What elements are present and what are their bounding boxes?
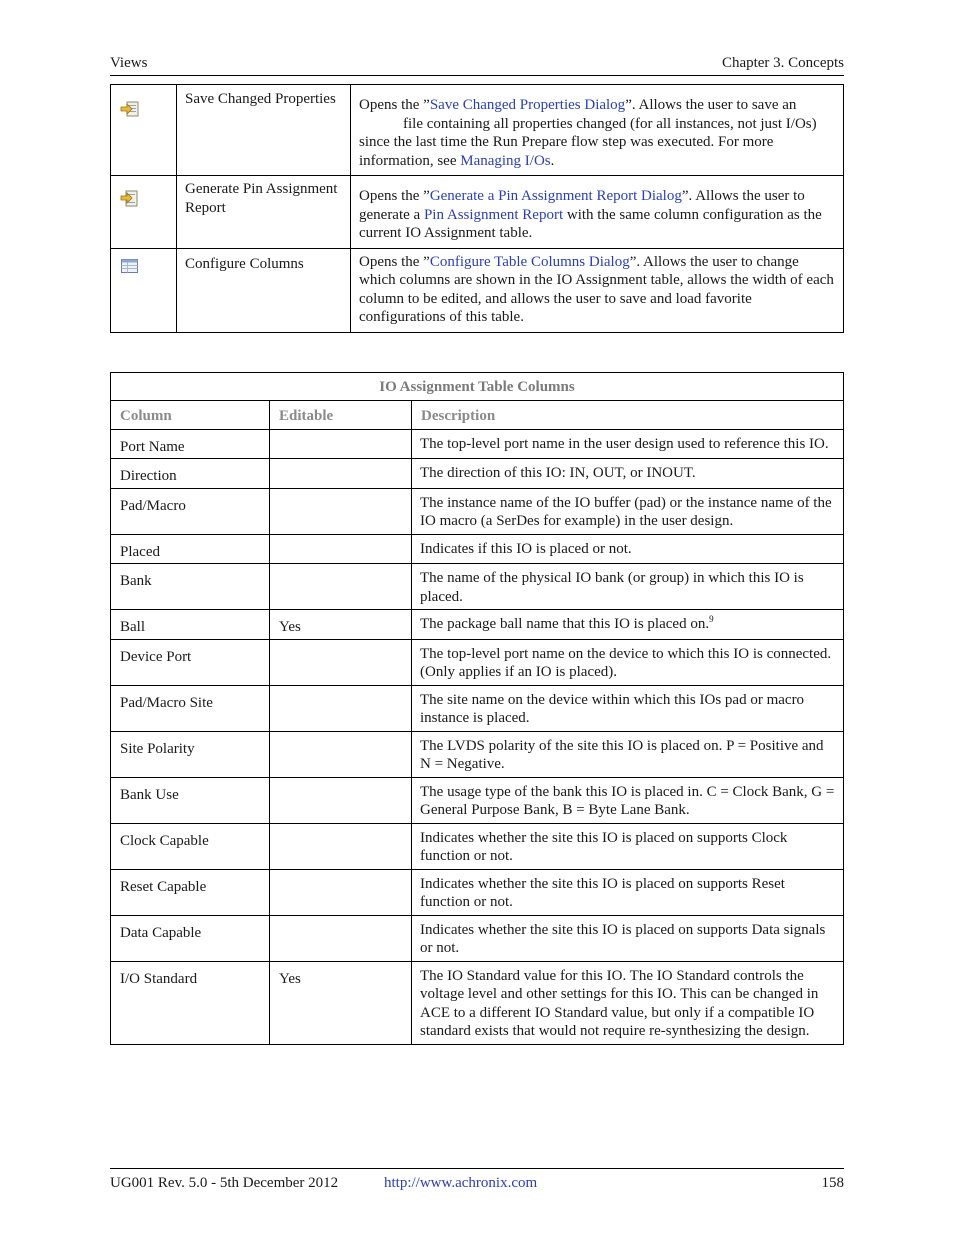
editable-cell: Yes	[270, 610, 412, 640]
io-assignment-columns-table	[110, 372, 844, 1045]
footnote-marker[interactable]: 9	[709, 614, 714, 624]
column-name-cell: Bank	[111, 564, 270, 610]
editable-cell: Yes	[270, 961, 412, 1044]
description-cell: The instance name of the IO buffer (pad) or the instance name of the IO macro (a SerDes for example) in the user design.	[412, 488, 844, 534]
table-row	[111, 85, 844, 176]
description-cell: The usage type of the bank this IO is placed in. C = Clock Bank, G = General Purpose Bank, B = Byte Lane Bank.	[412, 777, 844, 823]
description-cell: Indicates if this IO is placed or not.	[412, 534, 844, 564]
editable-cell	[270, 685, 412, 731]
table-row	[111, 685, 844, 731]
managing-ios-link[interactable]: Managing I/Os	[460, 152, 551, 169]
editable-cell	[270, 777, 412, 823]
column-name-cell: Device Port	[111, 639, 270, 685]
toolbar-command-description: Opens the ”Save Changed Properties Dialog”. Allows the user to save anfile containing all properties changed (for all instances, not just I/Os) since the last time the Run Prepare flow step was executed. For more information, see Managing I/Os.	[351, 85, 844, 176]
generate-pin-assignment-report-dialog-link[interactable]: Generate a Pin Assignment Report Dialog	[429, 188, 682, 204]
header-section: Views	[110, 55, 148, 71]
footer-rule	[110, 1168, 844, 1169]
description-cell: The IO Standard value for this IO. The IO Standard controls the voltage level and other settings for this IO. This can be changed in ACE to a different IO Standard value, but only if a compatible IO standard exists that would not require re-synthesizing the design.	[412, 961, 844, 1044]
table-row	[111, 248, 844, 332]
configure-table-columns-dialog-link[interactable]: Configure Table Columns Dialog	[429, 253, 630, 270]
table-row	[111, 459, 844, 489]
editable-cell	[270, 429, 412, 459]
description-cell: The package ball name that this IO is placed on.$^9$	[412, 610, 844, 640]
column-name-cell: Direction	[111, 459, 270, 489]
column-name-cell: Site Polarity	[111, 731, 270, 777]
toolbar-commands-table	[110, 84, 844, 333]
table-row	[111, 610, 844, 640]
column-header-editable: Editable	[270, 401, 412, 430]
table-header-row	[111, 401, 844, 430]
table-row	[111, 777, 844, 823]
column-name-cell: Pad/Macro	[111, 488, 270, 534]
editable-cell	[270, 823, 412, 869]
table-row	[111, 488, 844, 534]
description-cell: The site name on the device within which this IOs pad or macro instance is placed.	[412, 685, 844, 731]
header-rule	[110, 75, 844, 76]
io-table-body	[111, 429, 844, 1044]
table-row	[111, 915, 844, 961]
table-row	[111, 869, 844, 915]
document-id: UG001 Rev. 5.0 - 5th December 2012	[110, 1175, 339, 1191]
generate-pin-report-icon	[120, 190, 140, 208]
toolbar-command-name: Configure Columns	[177, 248, 351, 332]
editable-cell	[270, 564, 412, 610]
page-footer	[110, 1174, 844, 1194]
column-name-cell: Bank Use	[111, 777, 270, 823]
header-chapter: Chapter 3. Concepts	[721, 55, 844, 71]
description-cell: The name of the physical IO bank (or group) in which this IO is placed.	[412, 564, 844, 610]
description-cell: Indicates whether the site this IO is placed on supports Reset function or not.	[412, 869, 844, 915]
configure-columns-icon	[120, 257, 140, 275]
editable-cell	[270, 869, 412, 915]
page-header	[110, 54, 844, 72]
editable-cell	[270, 534, 412, 564]
pin-assignment-report-link[interactable]: Pin Assignment Report	[423, 206, 564, 223]
table-caption: IO Assignment Table Columns	[111, 373, 844, 401]
editable-cell	[270, 459, 412, 489]
table-row	[111, 564, 844, 610]
table-row	[111, 823, 844, 869]
editable-cell	[270, 915, 412, 961]
description-cell: The top-level port name on the device to which this IO is connected. (Only applies if an IO is placed).	[412, 639, 844, 685]
description-cell: The top-level port name in the user design used to reference this IO.	[412, 429, 844, 459]
page-number: 158	[821, 1175, 844, 1191]
description-cell: Indicates whether the site this IO is placed on supports Data signals or not.	[412, 915, 844, 961]
column-header-description: Description	[412, 401, 844, 430]
achronix-website-link[interactable]: http://www.achronix.com	[384, 1175, 538, 1191]
description-cell: Indicates whether the site this IO is placed on supports Clock function or not.	[412, 823, 844, 869]
table-row	[111, 176, 844, 249]
table-row	[111, 429, 844, 459]
column-name-cell: Port Name	[111, 429, 270, 459]
toolbar-command-name: Generate Pin Assignment Report	[177, 176, 351, 249]
editable-cell	[270, 488, 412, 534]
toolbar-command-name: Save Changed Properties	[177, 85, 351, 176]
column-name-cell: Ball	[111, 610, 270, 640]
column-header-column: Column	[111, 401, 270, 430]
table-caption-row	[111, 373, 844, 401]
column-name-cell: Reset Capable	[111, 869, 270, 915]
table-row	[111, 639, 844, 685]
column-name-cell: Data Capable	[111, 915, 270, 961]
save-changed-properties-dialog-link[interactable]: Save Changed Properties Dialog	[429, 97, 626, 113]
table-row	[111, 961, 844, 1044]
editable-cell	[270, 639, 412, 685]
table-row	[111, 534, 844, 564]
description-cell: The direction of this IO: IN, OUT, or INOUT.	[412, 459, 844, 489]
column-name-cell: Placed	[111, 534, 270, 564]
column-name-cell: I/O Standard	[111, 961, 270, 1044]
column-name-cell: Clock Capable	[111, 823, 270, 869]
column-name-cell: Pad/Macro Site	[111, 685, 270, 731]
table-row	[111, 731, 844, 777]
description-cell: The LVDS polarity of the site this IO is placed on. P = Positive and N = Negative.	[412, 731, 844, 777]
save-changed-properties-icon	[120, 101, 140, 119]
toolbar-command-description: Opens the ”Generate a Pin Assignment Report Dialog”. Allows the user to generate a Pin Assignment Report with the same column configuration as the current IO Assignment table.	[351, 176, 844, 249]
editable-cell	[270, 731, 412, 777]
toolbar-command-description: Opens the ”Configure Table Columns Dialog”. Allows the user to change which columns are shown in the IO Assignment table, allows the width of each column to be edited, and allows the user to save and load favorite configurations of this table.	[351, 248, 844, 332]
